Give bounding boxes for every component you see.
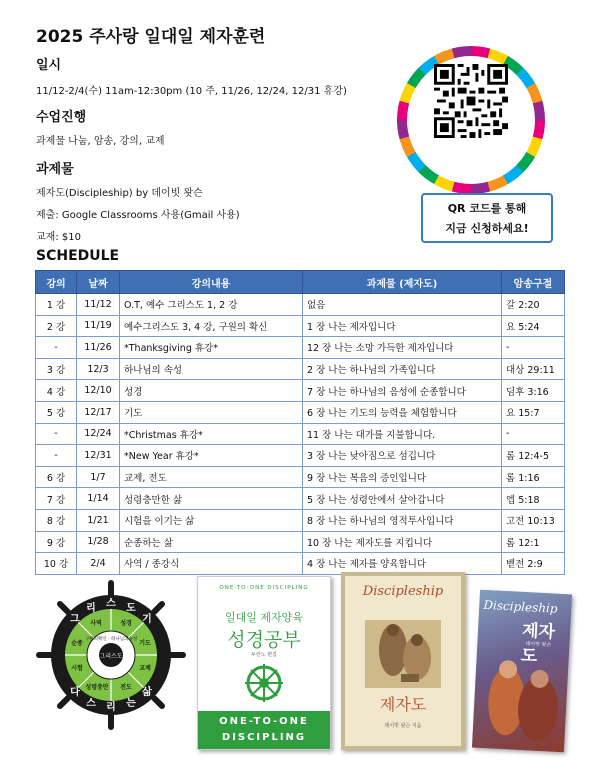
wheel-diagram-icon — [36, 580, 186, 730]
page-title: 2025 주사랑 일대일 제자훈련 — [36, 27, 266, 47]
cell-date: 11/19 — [77, 315, 120, 337]
cell-content: O.T, 예수 그리스도 1, 2 강 — [120, 294, 303, 316]
schedule-heading: 일시 — [36, 58, 62, 73]
progress-text: 과제물 나눔, 암송, 강의, 교제 — [36, 136, 165, 147]
cell-assignment: 12 장 나는 소망 가득한 제자입니다 — [303, 337, 502, 359]
table-row — [36, 337, 565, 359]
wheel-seg-2: 성경 — [120, 620, 132, 627]
wheel-seg-7: 시험 — [71, 665, 83, 672]
cell-assignment: 3 장 나는 낮아짐으로 섬깁니다 — [303, 445, 502, 467]
wheel-rim-8: 리 — [106, 702, 116, 713]
cell-memory-verse: 롬 1:16 — [502, 466, 565, 488]
table-row — [36, 553, 565, 575]
cell-date: 12/31 — [77, 445, 120, 467]
cell-lecture: 3 강 — [36, 358, 77, 380]
table-row — [36, 401, 565, 423]
cell-memory-verse: 롬 12:4-5 — [502, 445, 565, 467]
cell-assignment: 8 장 나는 하나님의 영적투사입니다 — [303, 509, 502, 531]
cell-memory-verse: 딤후 3:16 — [502, 380, 565, 402]
wheel-inner-ring: 구원의확신 · 하나님의속성 — [84, 637, 138, 642]
book3-author: 데이빗 왓슨 — [525, 641, 552, 649]
qr-ring — [397, 46, 545, 194]
cell-assignment: 4 장 나는 제자를 양육합니다 — [303, 553, 502, 575]
col-memory-verse: 암송구절 — [502, 271, 565, 294]
book3-title-ko: 제자도 — [520, 620, 556, 667]
cell-memory-verse: 벧전 2:9 — [502, 553, 565, 575]
book1-band-line-1: ONE-TO-ONE — [219, 716, 309, 727]
wheel-rim-1: 그 — [70, 614, 80, 625]
wheel-rim-5: 기 — [142, 614, 152, 625]
table-row — [36, 358, 565, 380]
schedule-text: 11/12-2/4(수) 11am-12:30pm (10 주, 11/26, 12/24, 12/31 휴강) — [36, 86, 347, 97]
cell-date: 12/17 — [77, 401, 120, 423]
cell-content: *New Year 휴강* — [120, 445, 303, 467]
cell-date: 11/12 — [77, 294, 120, 316]
cell-memory-verse: 요 15:7 — [502, 401, 565, 423]
cell-lecture: - — [36, 423, 77, 445]
qr-callout — [421, 193, 553, 243]
book3-title-en: Discipleship — [483, 597, 558, 616]
assignment-line-2: 제출: Google Classrooms 사용(Gmail 사용) — [36, 210, 240, 221]
wheel-rim-10: 삶 — [142, 687, 152, 698]
cell-assignment: 11 장 나는 대가를 지불합니다. — [303, 423, 502, 445]
book1-wheel-icon — [244, 663, 284, 703]
cell-memory-verse: 롬 12:1 — [502, 531, 565, 553]
cell-assignment: 1 장 나는 제자입니다 — [303, 315, 502, 337]
book1-title-small: 일대일 제자양육 — [225, 611, 303, 624]
wheel-seg-1: 사역 — [90, 620, 102, 627]
wheel-seg-4: 교제 — [139, 665, 151, 672]
cell-memory-verse: 갈 2:20 — [502, 294, 565, 316]
table-row — [36, 466, 565, 488]
cell-content: 성경 — [120, 380, 303, 402]
col-content: 강의내용 — [120, 271, 303, 294]
cell-assignment: 9 장 나는 복음의 증인입니다 — [303, 466, 502, 488]
book2-title-ko: 제자도 — [379, 695, 427, 714]
callout-line-2: 지금 신청하세요! — [445, 222, 529, 235]
table-row — [36, 509, 565, 531]
cell-date: 12/10 — [77, 380, 120, 402]
cell-date: 1/28 — [77, 531, 120, 553]
cell-memory-verse: - — [502, 337, 565, 359]
book2-title-en: Discipleship — [362, 584, 444, 599]
cell-lecture: 8 강 — [36, 509, 77, 531]
book1-author: 두란노 편집 — [251, 652, 277, 658]
table-row — [36, 445, 565, 467]
cell-assignment: 6 장 나는 기도의 능력을 체험합니다 — [303, 401, 502, 423]
book1-top-text: ONE-TO-ONE DISCIPLING — [219, 585, 309, 591]
cell-content: *Thanksgiving 휴강* — [120, 337, 303, 359]
cell-memory-verse: 요 5:24 — [502, 315, 565, 337]
cell-lecture: 5 강 — [36, 401, 77, 423]
cell-lecture: - — [36, 337, 77, 359]
wheel-seg-8: 성령충만 — [85, 684, 109, 691]
book1-title-big: 성경공부 — [227, 629, 301, 651]
cell-lecture: 2 강 — [36, 315, 77, 337]
wheel-rim-6: 다 — [70, 687, 80, 698]
cell-date: 1/7 — [77, 466, 120, 488]
cell-date: 2/4 — [77, 553, 120, 575]
book2-author: 데이빗 왓슨 지음 — [384, 723, 422, 729]
cell-lecture: 7 강 — [36, 488, 77, 510]
assignment-heading: 과제물 — [36, 162, 74, 177]
assignment-line-3: 교재: $10 — [36, 232, 81, 243]
qr-code-icon[interactable] — [434, 64, 508, 138]
cell-date: 11/26 — [77, 337, 120, 359]
cell-assignment: 없음 — [303, 294, 502, 316]
cell-content: 사역 / 종강식 — [120, 553, 303, 575]
book-one-to-one — [197, 576, 331, 750]
col-date: 날짜 — [77, 271, 120, 294]
wheel-rim-4: 도 — [126, 603, 136, 614]
table-row — [36, 423, 565, 445]
book-discipleship-2 — [472, 590, 572, 753]
table-row — [36, 380, 565, 402]
cell-lecture: 4 강 — [36, 380, 77, 402]
table-row — [36, 488, 565, 510]
cell-date: 1/21 — [77, 509, 120, 531]
col-assignment: 과제물 (제자도) — [303, 271, 502, 294]
wheel-rim-9: 는 — [126, 698, 136, 709]
progress-heading: 수업진행 — [36, 110, 87, 125]
wheel-rim-7: 스 — [86, 698, 96, 709]
cell-content: 하나님의 속성 — [120, 358, 303, 380]
table-header-row — [36, 271, 565, 294]
cell-content: 교제, 전도 — [120, 466, 303, 488]
cell-content: 성령충만한 삶 — [120, 488, 303, 510]
cell-content: 예수그리스도 3, 4 강, 구원의 확신 — [120, 315, 303, 337]
cell-memory-verse: 대상 29:11 — [502, 358, 565, 380]
cell-assignment: 2 장 나는 하나님의 가족입니다 — [303, 358, 502, 380]
cell-memory-verse: 고전 10:13 — [502, 509, 565, 531]
cell-memory-verse: - — [502, 423, 565, 445]
wheel-seg-6: 순종 — [71, 640, 83, 647]
cell-lecture: 9 강 — [36, 531, 77, 553]
book2-illustration-icon — [365, 620, 441, 688]
schedule-table — [35, 270, 565, 575]
cell-lecture: 6 강 — [36, 466, 77, 488]
book3-illustration-icon — [480, 650, 565, 746]
assignment-line-1: 제자도(Discipleship) by 데이빗 왓슨 — [36, 188, 203, 199]
cell-content: 순종하는 삶 — [120, 531, 303, 553]
wheel-seg-5: 전도 — [120, 684, 132, 691]
table-row — [36, 531, 565, 553]
cell-date: 12/24 — [77, 423, 120, 445]
callout-line-1: QR 코드를 통해 — [447, 202, 527, 215]
table-body — [36, 294, 565, 575]
wheel-rim-2: 리 — [86, 603, 96, 614]
table-row — [36, 315, 565, 337]
book-discipleship-1 — [341, 572, 465, 750]
cell-assignment: 5 장 나는 성령안에서 살아갑니다 — [303, 488, 502, 510]
table-row — [36, 294, 565, 316]
book1-band-line-2: DISCIPLING — [221, 732, 307, 743]
cell-date: 1/14 — [77, 488, 120, 510]
wheel-seg-3: 기도 — [139, 640, 151, 647]
cell-lecture: - — [36, 445, 77, 467]
cell-content: *Christmas 휴강* — [120, 423, 303, 445]
wheel-rim-3: 스 — [106, 598, 116, 609]
book1-green-band — [198, 711, 330, 749]
cell-assignment: 7 장 나는 하나님의 음성에 순종합니다 — [303, 380, 502, 402]
cell-lecture: 10 강 — [36, 553, 77, 575]
cell-date: 12/3 — [77, 358, 120, 380]
cell-memory-verse: 엡 5:18 — [502, 488, 565, 510]
cell-assignment: 10 장 나는 제자도를 지킵니다 — [303, 531, 502, 553]
wheel-hub: 그리스도 — [99, 653, 123, 660]
cell-content: 시험을 이기는 삶 — [120, 509, 303, 531]
cell-lecture: 1 강 — [36, 294, 77, 316]
schedule-table-title: SCHEDULE — [36, 248, 120, 264]
cell-content: 기도 — [120, 401, 303, 423]
col-lecture: 강의 — [36, 271, 77, 294]
